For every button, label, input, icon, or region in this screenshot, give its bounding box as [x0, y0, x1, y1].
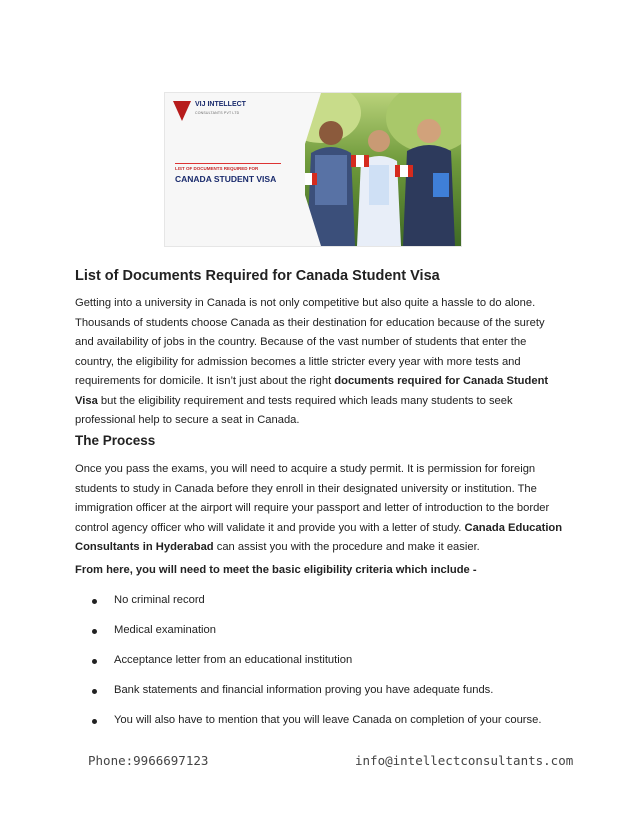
list-item-text: No criminal record	[114, 594, 205, 606]
process-keyword: Canada Education Consultants in Hyderabad	[75, 521, 563, 553]
logo-subtitle: CONSULTANTS PVT LTD	[195, 111, 240, 115]
logo-title: VIJ INTELLECT	[195, 101, 246, 108]
intro-text-start: Getting into a university in Canada is not only competitive but also quite a hassle to do alone. Thousands of students choose Canada as their destination for education because of the surety and availability of jobs in the country. Because of the vast number of students that enter the country, the eligibility for admission becomes a little stricter every year with more tests and requirements for domicile. It isn’t just about the right	[75, 297, 545, 387]
banner-divider	[175, 163, 281, 164]
footer-phone[interactable]: Phone:9966697123	[88, 753, 209, 768]
process-paragraph	[75, 460, 565, 558]
bullet-icon	[92, 599, 97, 604]
list-item-text: Acceptance letter from an educational institution	[114, 654, 353, 666]
intro-keyword-link: documents required for Canada Student Visa	[75, 375, 549, 407]
company-logo	[173, 101, 246, 123]
footer-email[interactable]: info@intellectconsultants.com	[355, 753, 574, 768]
process-text-end: can assist you with the procedure and make it easier.	[213, 541, 480, 553]
bullet-icon	[92, 719, 97, 724]
students-photo	[291, 93, 461, 246]
page-title: List of Documents Required for Canada Student Visa	[75, 268, 440, 284]
banner-image	[164, 92, 462, 247]
intro-paragraph	[75, 294, 565, 431]
banner-subtitle: LIST OF DOCUMENTS REQUIRED FOR	[175, 166, 259, 171]
process-text-start: Once you pass the exams, you will need to acquire a study permit. It is permission for foreign students to study in Canada before they enroll in their designated university or institution. The immigration officer at the airport will require your passport and letter of introduction to the border control agency officer who will validate it and provide you with a letter of study.	[75, 463, 550, 534]
section-heading-process: The Process	[75, 433, 156, 448]
bullet-icon	[92, 689, 97, 694]
bullet-icon	[92, 659, 97, 664]
banner-title: CANADA STUDENT VISA	[175, 174, 277, 184]
intro-text-end: but the eligibility requirement and tests required which leads many students to seek professional help to secure a seat in Canada.	[75, 394, 513, 426]
criteria-lead: From here, you will need to meet the basic eligibility criteria which include -	[75, 564, 477, 576]
list-item-text: Bank statements and financial information proving you have adequate funds.	[114, 684, 494, 696]
list-item-text: You will also have to mention that you will leave Canada on completion of your course.	[114, 714, 542, 726]
list-item-text: Medical examination	[114, 624, 216, 636]
bullet-icon	[92, 629, 97, 634]
shield-icon	[173, 101, 191, 121]
